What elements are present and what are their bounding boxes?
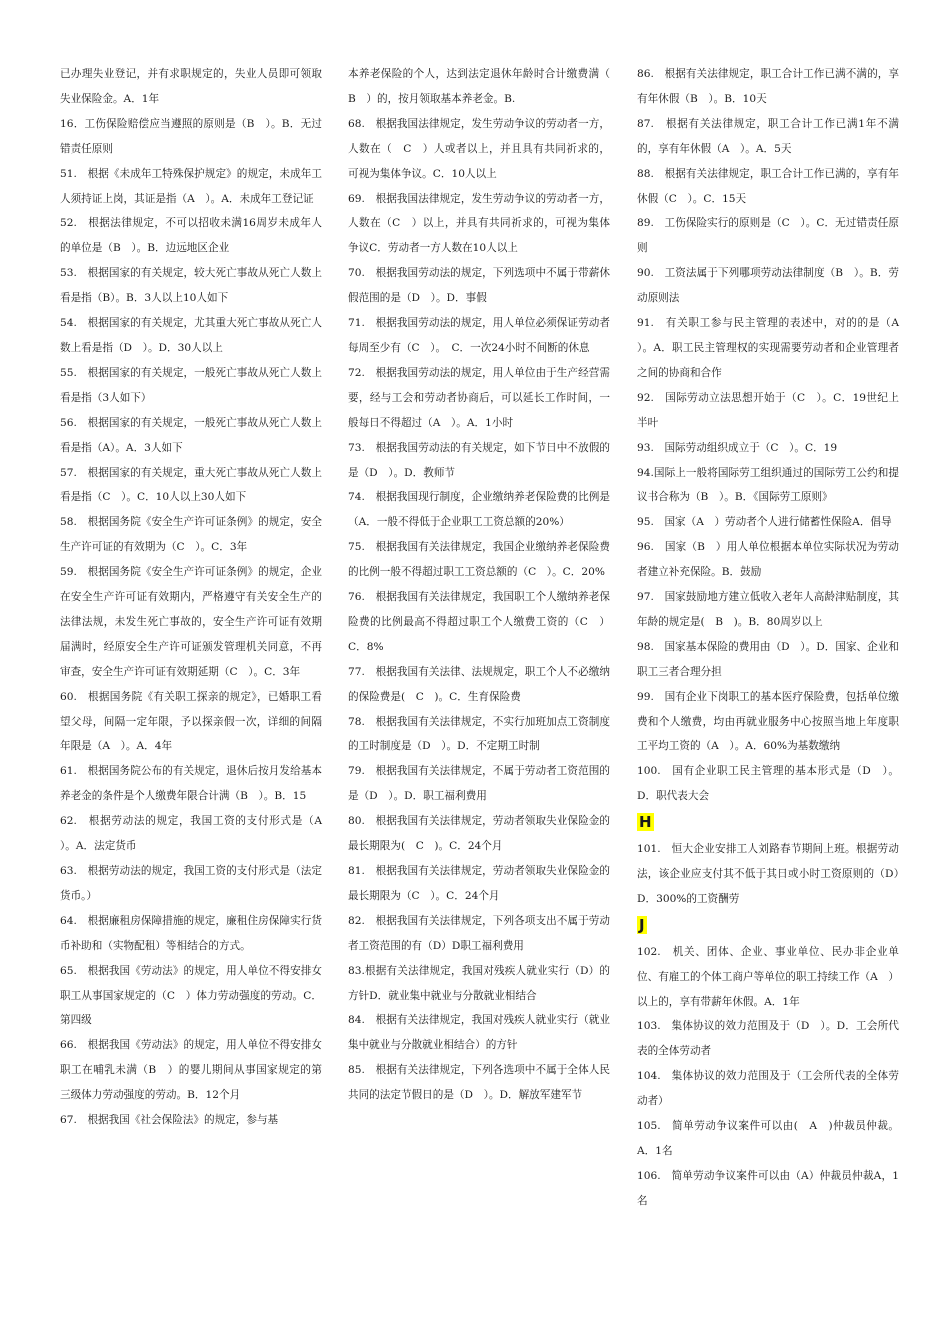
question-item: 80. 根据我国有关法律规定，劳动者领取失业保险金的最长期限为( C )。C．24个月 <box>348 815 610 853</box>
question-item: 98. 国家基本保险的费用由（D ）。D．国家、企业和职工三者合理分担 <box>637 640 899 678</box>
column-middle <box>348 62 621 1108</box>
question-item: 91. 有关职工参与民主管理的表述中，对的的是（A ）。A．职工民主管理权的实现需要劳动者和企业管理者之间的协商和合作 <box>637 317 910 379</box>
question-item: 73. 根据我国劳动法的有关规定，如下节日中不放假的是（D ）。D．教师节 <box>348 441 610 479</box>
question-item: 83.根据有关法律规定，我国对残疾人就业实行（D）的方针D．就业集中就业与分散就业相结合 <box>348 964 610 1002</box>
question-item: 61. 根据国务院公布的有关规定，退休后按月发给基本养老金的条件是个人缴费年限合计满（B ）。B．15 <box>60 765 322 803</box>
column-right <box>637 62 910 1214</box>
question-item: 99. 国有企业下岗职工的基本医疗保险费，包括单位缴费和个人缴费，均由再就业服务中心按照当地上年度职工平均工资的（A ）。A．60%为基数缴纳 <box>637 690 899 753</box>
question-item: 71. 根据我国劳动法的规定，用人单位必须保证劳动者每周至少有（C ）。 C．一次24小时不间断的休息 <box>348 317 610 354</box>
question-item: 88. 根据有关法律规定，职工合计工作已满的，享有年休假（C ）。C．15天 <box>637 167 899 205</box>
question-item: 77. 根据我国有关法律、法规规定，职工个人不必缴纳的保险费是( C )。C．生育保险费 <box>348 665 610 703</box>
question-item: 72. 根据我国劳动法的规定，用人单位由于生产经营需要，经与工会和劳动者协商后，可以延长工作时间，一般每日不得超过（A ）。A．1小时 <box>348 366 610 429</box>
question-item: 86. 根据有关法律规定，职工合计工作已满不满的，享有年休假（B ）。B．10天 <box>637 68 899 105</box>
question-item: 60. 根据国务院《有关职工探亲的规定》，已婚职工看望父母，间隔一定年限，予以探亲假一次，详细的间隔年限是（A ）。A．4年 <box>60 690 322 753</box>
question-item: 62. 根据劳动法的规定，我国工资的支付形式是（A ）。A．法定货币 <box>60 815 333 853</box>
question-item: 89. 工伤保险实行的原则是（C ）。C．无过错责任原则 <box>637 217 899 255</box>
question-item: 102. 机关、团体、企业、事业单位、民办非企业单位、有雇工的个体工商户等单位的职工持续工作（A ）以上的，享有带薪年休假。A．1年 <box>637 945 899 1008</box>
section-heading-wrapper <box>637 912 899 940</box>
question-item: 69. 根据我国法律规定，发生劳动争议的劳动者一方，人数在（C ）以上，并具有共同祈求的，可视为集体争议C．劳动者一方人数在10人以上 <box>348 192 610 255</box>
question-item: 79. 根据我国有关法律规定，不属于劳动者工资范围的是（D ）。D．职工福利费用 <box>348 765 610 803</box>
column-left <box>60 62 333 1133</box>
question-item: 90. 工资法属于下列哪项劳动法律制度（B ）。B．劳动原则法 <box>637 267 899 305</box>
question-item: 105. 简单劳动争议案件可以由( A )仲裁员仲裁。A．1名 <box>637 1120 899 1157</box>
question-item: 76. 根据我国有关法律规定，我国职工个人缴纳养老保险费的比例最高不得超过职工个人缴费工资的（C ）C．8% <box>348 591 610 653</box>
question-item: 103. 集体协议的效力范围及于（D ）。D．工会所代表的全体劳动者 <box>637 1020 899 1058</box>
question-item: 55. 根据国家的有关规定，一般死亡事故从死亡人数上看是指（3人如下） <box>60 366 322 404</box>
question-item: 53. 根据国家的有关规定，较大死亡事故从死亡人数上看是指（B）。B．3人以上10人如下 <box>60 267 322 305</box>
question-item: 100. 国有企业职工民主管理的基本形式是（D ）。D．职代表大会 <box>637 765 899 803</box>
question-item: 67. 根据我国《社会保险法》的规定，参与基 <box>60 1114 279 1127</box>
question-item: 64. 根据廉租房保障措施的规定，廉租住房保障实行货币补助和（实物配租）等相结合的方式。 <box>60 914 322 952</box>
question-item: 56. 根据国家的有关规定，一般死亡事故从死亡人数上看是指（A）。A．3人如下 <box>60 416 322 454</box>
question-item: 82. 根据我国有关法律规定，下列各项支出不属于劳动者工资范围的有（D）D职工福利费用 <box>348 914 610 952</box>
question-item: 92. 国际劳动立法思想开始于（C ）。C．19世纪上半叶 <box>637 391 899 429</box>
question-item: 68. 根据我国法律规定，发生劳动争议的劳动者一方，人数在（ C ）人或者以上，并且具有共同祈求的，可视为集体争议。C．10人以上 <box>348 117 610 180</box>
question-item: 54. 根据国家的有关规定，尤其重大死亡事故从死亡人数上看是指（D ）。D．30人以上 <box>60 317 322 354</box>
question-item: 65. 根据我国《劳动法》的规定，用人单位不得安排女职工从事国家规定的（C ）体力劳动强度的劳动。C．第四级 <box>60 964 322 1027</box>
question-item: 52. 根据法律规定，不可以招收未满16周岁未成年人的单位是（B ）。B．边远地区企业 <box>60 217 322 255</box>
question-item: 96. 国家（B ）用人单位根据本单位实际状况为劳动者建立补充保险。B．鼓励 <box>637 541 899 579</box>
question-item: 97. 国家鼓励地方建立低收入老年人高龄津贴制度，其年龄的规定是( B )。B．80周岁以上 <box>637 591 899 628</box>
question-item: 58. 根据国务院《安全生产许可证条例》的规定，安全生产许可证的有效期为（C ）。C．3年 <box>60 516 322 554</box>
section-heading-wrapper <box>637 809 899 837</box>
question-item: 85. 根据有关法律规定，下列各选项中不属于全体人民共同的法定节假日的是（D ）。D．解放军建军节 <box>348 1064 610 1102</box>
question-item: 95. 国家（A ）劳动者个人进行储蓄性保险A．倡导 <box>637 516 892 529</box>
question-item: 57. 根据国家的有关规定，重大死亡事故从死亡人数上看是指（C ）。C．10人以上30人如下 <box>60 466 322 504</box>
question-item: 87. 根据有关法律规定，职工合计工作已满1年不满的，享有年休假（A ）。A．5天 <box>637 117 899 155</box>
question-item: 94.国际上一般将国际劳工组织通过的国际劳工公约和提议书合称为（B ）。B．《国际劳工原则》 <box>637 466 899 504</box>
question-item: 70. 根据我国劳动法的规定，下列选项中不属于带薪休假范围的是（D ）。D．事假 <box>348 267 610 305</box>
section-letter-heading: J <box>639 915 645 934</box>
question-item: 93. 国际劳动组织成立于（C ）。C．19 <box>637 441 838 454</box>
question-item: 84. 根据有关法律规定，我国对残疾人就业实行（就业集中就业与分散就业相结合）的方针 <box>348 1014 610 1052</box>
question-item: 74. 根据我国现行制度，企业缴纳养老保险费的比例是（A．一般不得低于企业职工工资总额的20%） <box>348 491 610 529</box>
question-item: 本养老保险的个人，达到法定退休年龄时合计缴费满（ B ）的，按月领取基本养老金。B. <box>348 68 621 105</box>
question-item: 已办理失业登记，并有求职规定的，失业人员即可领取失业保险金。A．1年 <box>60 68 322 105</box>
section-letter-heading: H <box>639 813 652 832</box>
question-item: 66. 根据我国《劳动法》的规定，用人单位不得安排女职工在哺乳未满（B ）的婴儿期间从事国家规定的第三级体力劳动强度的劳动。B．12个月 <box>60 1039 322 1102</box>
question-item: 106. 简单劳动争议案件可以由（A）仲裁员仲裁A，1名 <box>637 1169 899 1207</box>
question-item: 59. 根据国务院《安全生产许可证条例》的规定，企业在安全生产许可证有效期内，严格遵守有关安全生产的法律法规，未发生死亡事故的，安全生产许可证有效期届满时，经原安全生产许可证颁发管理机关同意，不再审查，安全生产许可证有效期延期（C ）。C．3年 <box>60 566 322 678</box>
question-item: 63. 根据劳动法的规定，我国工资的支付形式是（法定货币。） <box>60 865 322 902</box>
question-item: 81. 根据我国有关法律规定，劳动者领取失业保险金的最长期限为（C ）。C．24个月 <box>348 865 610 902</box>
question-item: 51. 根据《未成年工特殊保护规定》的规定，未成年工人须持证上岗，其证是指（A ）。A．未成年工登记证 <box>60 167 322 205</box>
question-item: 104. 集体协议的效力范围及于（工会所代表的全体劳动者） <box>637 1070 899 1108</box>
question-item: 78. 根据我国有关法律规定，不实行加班加点工资制度的工时制度是（D ）。D．不定期工时制 <box>348 715 610 753</box>
question-item: 75. 根据我国有关法律规定，我国企业缴纳养老保险费的比例一般不得超过职工工资总额的（C ）。C．20% <box>348 541 610 579</box>
question-item: 101. 恒大企业安排工人刘路春节期间上班。根据劳动法，该企业应支付其不低于其日或小时工资原则的（D）D．300%的工资酬劳 <box>637 843 899 905</box>
question-item: 16．工伤保险赔偿应当遵照的原则是（B ）。B．无过错责任原则 <box>60 117 322 155</box>
